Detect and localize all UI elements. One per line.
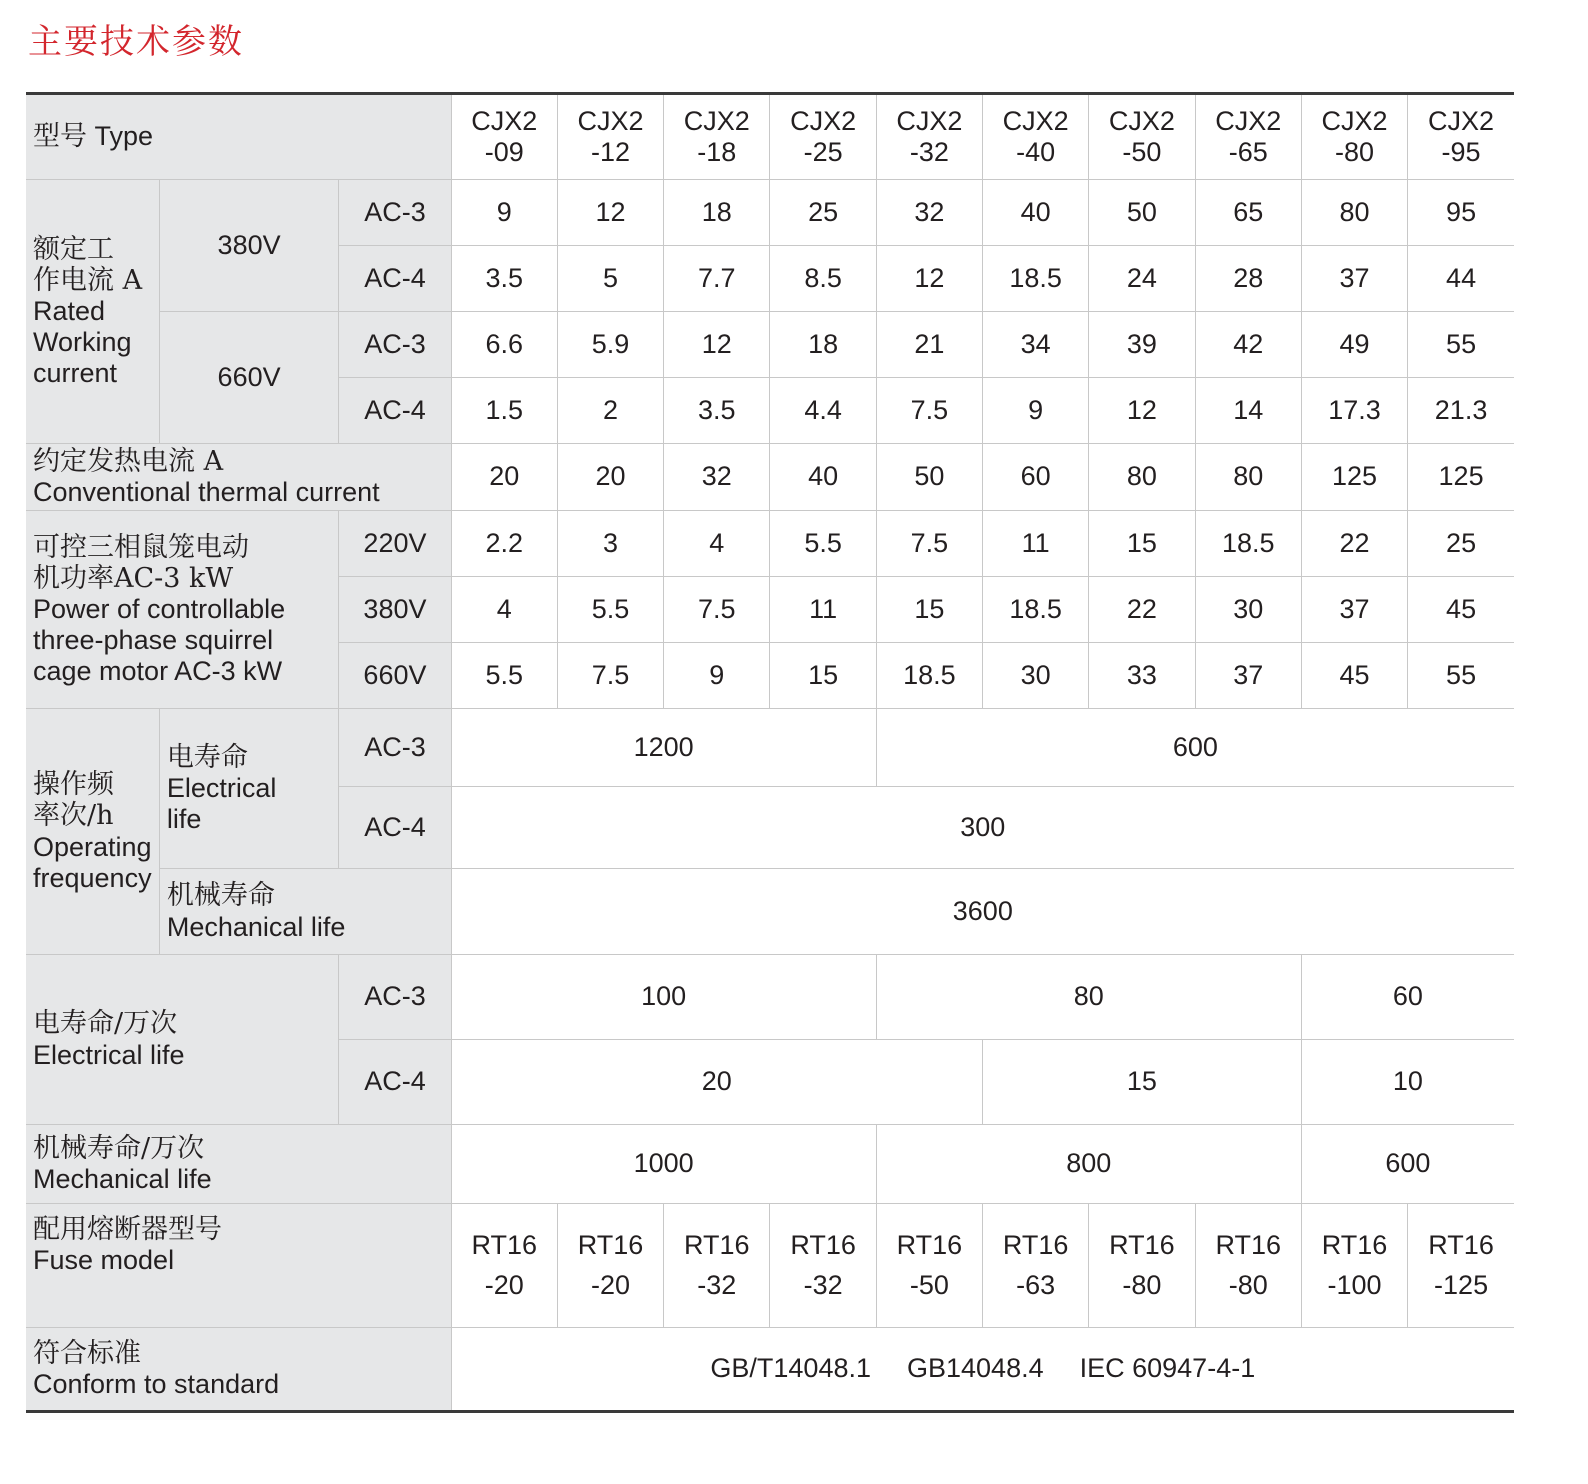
value-cell: 2.2 xyxy=(451,511,557,577)
value-cell: 5.9 xyxy=(557,312,663,378)
mlife-row xyxy=(26,1125,1514,1204)
opfreq-ac3-row xyxy=(26,709,1514,787)
ac4-label: AC-4 xyxy=(339,378,451,444)
type-row xyxy=(26,94,1514,180)
thermal-label-en: Conventional thermal current xyxy=(33,477,380,507)
value-cell: 22 xyxy=(1301,511,1407,577)
model-cell: CJX2 -09 xyxy=(451,94,557,180)
model-cell: CJX2 -12 xyxy=(557,94,663,180)
value-cell: 5.5 xyxy=(770,511,876,577)
value-cell: 18.5 xyxy=(983,577,1089,643)
model-cell: CJX2 -32 xyxy=(876,94,982,180)
type-label: 型号 Type xyxy=(26,94,451,180)
value-cell: 21 xyxy=(876,312,982,378)
value-cell: 5 xyxy=(557,246,663,312)
rated-660-ac3-row xyxy=(26,312,1514,378)
value-cell: 1000 xyxy=(451,1125,876,1204)
fuse-cell: RT16 -32 xyxy=(770,1204,876,1328)
fuse-cell: RT16 -20 xyxy=(557,1204,663,1328)
value-cell: 12 xyxy=(557,180,663,246)
value-cell: 7.5 xyxy=(664,577,770,643)
page-title: 主要技术参数 xyxy=(28,22,244,62)
ac4-label: AC-4 xyxy=(339,1040,451,1125)
standard-item: GB14048.4 xyxy=(907,1353,1044,1384)
standard-item: IEC 60947-4-1 xyxy=(1079,1353,1256,1384)
value-cell: 45 xyxy=(1408,577,1514,643)
value-cell: 1200 xyxy=(451,709,876,787)
voltage-380-label: 380V xyxy=(159,180,338,312)
value-cell: 1.5 xyxy=(451,378,557,444)
model-cell: CJX2 -50 xyxy=(1089,94,1195,180)
fuse-label xyxy=(26,1204,451,1328)
standard-item: GB/T14048.1 xyxy=(710,1353,871,1384)
opfreq-label-zh: 操作频 率次/h xyxy=(33,769,114,832)
elife-ac3-row xyxy=(26,955,1514,1040)
value-cell: 25 xyxy=(1408,511,1514,577)
rated-current-label xyxy=(26,180,159,444)
fuse-cell: RT16 -80 xyxy=(1195,1204,1301,1328)
value-cell: 14 xyxy=(1195,378,1301,444)
model-cell: CJX2 -25 xyxy=(770,94,876,180)
value-cell: 24 xyxy=(1089,246,1195,312)
value-cell: 39 xyxy=(1089,312,1195,378)
fuse-label-en: Fuse model xyxy=(33,1245,175,1276)
rated-current-label-en: Rated Working current xyxy=(33,295,132,389)
fuse-cell: RT16 -125 xyxy=(1408,1204,1514,1328)
value-cell: 37 xyxy=(1301,577,1407,643)
value-cell: 11 xyxy=(770,577,876,643)
value-cell: 45 xyxy=(1301,643,1407,709)
value-cell: 20 xyxy=(451,1040,982,1125)
value-cell: 125 xyxy=(1301,444,1407,511)
value-cell: 12 xyxy=(876,246,982,312)
thermal-label xyxy=(26,444,451,511)
fuse-cell: RT16 -80 xyxy=(1089,1204,1195,1328)
value-cell: 600 xyxy=(876,709,1514,787)
fuse-cell: RT16 -63 xyxy=(983,1204,1089,1328)
value-cell: 60 xyxy=(1301,955,1514,1040)
voltage-380-label: 380V xyxy=(339,577,451,643)
value-cell: 50 xyxy=(1089,180,1195,246)
ac4-label: AC-4 xyxy=(339,246,451,312)
value-cell: 80 xyxy=(1301,180,1407,246)
rated-current-label-zh: 额定工 作电流 A xyxy=(33,233,143,296)
electrical-life-label-en: Electrical life xyxy=(33,1039,185,1070)
value-cell: 18.5 xyxy=(876,643,982,709)
value-cell: 55 xyxy=(1408,312,1514,378)
value-cell: 7.5 xyxy=(557,643,663,709)
value-cell: 37 xyxy=(1195,643,1301,709)
fuse-cell: RT16 -100 xyxy=(1301,1204,1407,1328)
fuse-row xyxy=(26,1204,1514,1328)
value-cell: 21.3 xyxy=(1408,378,1514,444)
mechanical-life-label xyxy=(26,1125,451,1204)
value-cell: 60 xyxy=(983,444,1089,511)
value-cell: 3.5 xyxy=(451,246,557,312)
value-cell: 32 xyxy=(664,444,770,511)
standard-label xyxy=(26,1328,451,1412)
voltage-660-label: 660V xyxy=(339,643,451,709)
value-cell: 42 xyxy=(1195,312,1301,378)
ac3-label: AC-3 xyxy=(339,180,451,246)
mechanical-life-sublabel-zh: 机械寿命 xyxy=(166,880,275,912)
value-cell: 15 xyxy=(770,643,876,709)
value-cell: 50 xyxy=(876,444,982,511)
mechanical-life-sublabel-en: Mechanical life xyxy=(166,911,346,942)
value-cell: 80 xyxy=(1195,444,1301,511)
electrical-life-label-zh: 电寿命/万次 xyxy=(33,1008,178,1040)
rated-380-ac3-row xyxy=(26,180,1514,246)
value-cell: 3.5 xyxy=(664,378,770,444)
ac4-label: AC-4 xyxy=(339,787,451,869)
value-cell: 18.5 xyxy=(983,246,1089,312)
value-cell: 17.3 xyxy=(1301,378,1407,444)
value-cell: 9 xyxy=(451,180,557,246)
value-cell: 5.5 xyxy=(451,643,557,709)
mechanical-life-sublabel xyxy=(159,869,451,955)
value-cell: 3 xyxy=(557,511,663,577)
value-cell: 7.7 xyxy=(664,246,770,312)
fuse-cell: RT16 -50 xyxy=(876,1204,982,1328)
opfreq-mech-row xyxy=(26,869,1514,955)
value-cell: 15 xyxy=(876,577,982,643)
value-cell: 15 xyxy=(983,1040,1302,1125)
thermal-label-zh: 约定发热电流 A xyxy=(33,445,224,477)
standard-label-zh: 符合标准 xyxy=(33,1337,141,1369)
value-cell: 18.5 xyxy=(1195,511,1301,577)
value-cell: 55 xyxy=(1408,643,1514,709)
value-cell: 4 xyxy=(451,577,557,643)
value-cell: 40 xyxy=(983,180,1089,246)
value-cell: 25 xyxy=(770,180,876,246)
ac3-label: AC-3 xyxy=(339,955,451,1040)
value-cell: 44 xyxy=(1408,246,1514,312)
value-cell: 4 xyxy=(664,511,770,577)
value-cell: 20 xyxy=(557,444,663,511)
value-cell: 30 xyxy=(1195,577,1301,643)
electrical-life-sublabel xyxy=(159,709,338,869)
value-cell: 15 xyxy=(1089,511,1195,577)
value-cell: 4.4 xyxy=(770,378,876,444)
value-cell: 80 xyxy=(1089,444,1195,511)
fuse-cell: RT16 -20 xyxy=(451,1204,557,1328)
standard-label-en: Conform to standard xyxy=(33,1369,280,1399)
ac3-label: AC-3 xyxy=(339,709,451,787)
value-cell: 300 xyxy=(451,787,1514,869)
power-label-zh: 可控三相鼠笼电动 机功率AC-3 kW xyxy=(33,531,249,594)
value-cell: 100 xyxy=(451,955,876,1040)
voltage-220-label: 220V xyxy=(339,511,451,577)
value-cell: 30 xyxy=(983,643,1089,709)
ac3-label: AC-3 xyxy=(339,312,451,378)
standard-values xyxy=(451,1328,1514,1412)
model-cell: CJX2 -65 xyxy=(1195,94,1301,180)
value-cell: 8.5 xyxy=(770,246,876,312)
value-cell: 34 xyxy=(983,312,1089,378)
model-cell: CJX2 -40 xyxy=(983,94,1089,180)
electrical-life-sublabel-en: Electrical life xyxy=(166,772,277,835)
standard-row xyxy=(26,1328,1514,1412)
value-cell: 32 xyxy=(876,180,982,246)
value-cell: 9 xyxy=(664,643,770,709)
value-cell: 800 xyxy=(876,1125,1301,1204)
power-220-row xyxy=(26,511,1514,577)
fuse-cell: RT16 -32 xyxy=(664,1204,770,1328)
model-cell: CJX2 -80 xyxy=(1301,94,1407,180)
power-label xyxy=(26,511,339,709)
value-cell: 6.6 xyxy=(451,312,557,378)
thermal-row xyxy=(26,444,1514,511)
value-cell: 65 xyxy=(1195,180,1301,246)
value-cell: 5.5 xyxy=(557,577,663,643)
spec-table xyxy=(26,92,1514,1413)
electrical-life-sublabel-zh: 电寿命 xyxy=(166,741,248,773)
value-cell: 37 xyxy=(1301,246,1407,312)
value-cell: 18 xyxy=(770,312,876,378)
value-cell: 600 xyxy=(1301,1125,1514,1204)
electrical-life-label xyxy=(26,955,339,1125)
voltage-660-label: 660V xyxy=(159,312,338,444)
opfreq-label-en: Operating frequency xyxy=(33,831,152,893)
mechanical-life-label-en: Mechanical life xyxy=(33,1164,212,1194)
value-cell: 33 xyxy=(1089,643,1195,709)
value-cell: 80 xyxy=(876,955,1301,1040)
mechanical-life-label-zh: 机械寿命/万次 xyxy=(33,1132,205,1164)
value-cell: 22 xyxy=(1089,577,1195,643)
value-cell: 2 xyxy=(557,378,663,444)
value-cell: 12 xyxy=(664,312,770,378)
value-cell: 28 xyxy=(1195,246,1301,312)
value-cell: 125 xyxy=(1408,444,1514,511)
value-cell: 40 xyxy=(770,444,876,511)
value-cell: 20 xyxy=(451,444,557,511)
model-cell: CJX2 -95 xyxy=(1408,94,1514,180)
value-cell: 9 xyxy=(983,378,1089,444)
value-cell: 11 xyxy=(983,511,1089,577)
value-cell: 3600 xyxy=(451,869,1514,955)
opfreq-label xyxy=(26,709,159,955)
value-cell: 7.5 xyxy=(876,378,982,444)
model-cell: CJX2 -18 xyxy=(664,94,770,180)
value-cell: 12 xyxy=(1089,378,1195,444)
value-cell: 49 xyxy=(1301,312,1407,378)
value-cell: 10 xyxy=(1301,1040,1514,1125)
value-cell: 7.5 xyxy=(876,511,982,577)
fuse-label-zh: 配用熔断器型号 xyxy=(33,1214,222,1245)
value-cell: 95 xyxy=(1408,180,1514,246)
value-cell: 18 xyxy=(664,180,770,246)
power-label-en: Power of controllable three-phase squirrel cage motor AC-3 kW xyxy=(33,593,286,687)
